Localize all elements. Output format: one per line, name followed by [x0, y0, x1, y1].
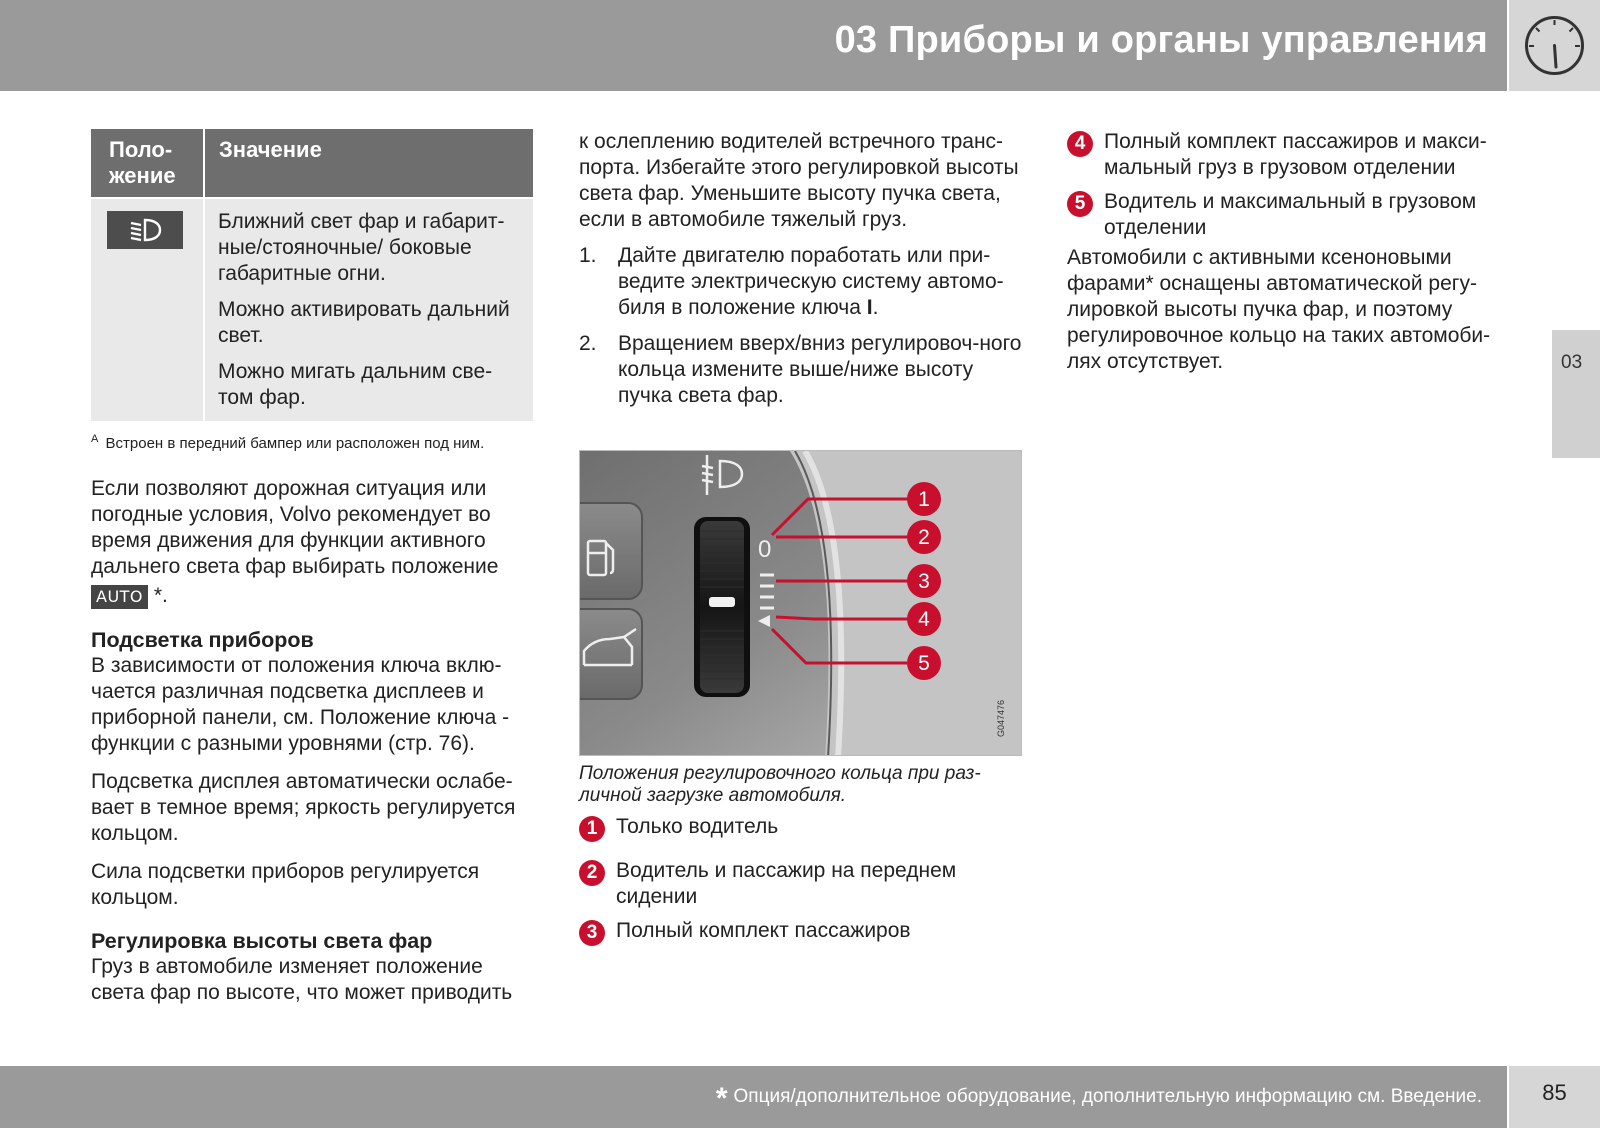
table-row [91, 198, 533, 421]
list-item: 2 Водитель и пассажир на переднем сидении [579, 858, 1024, 910]
column-1-text [91, 476, 536, 1006]
footnote-mark: A [91, 433, 99, 445]
list-item: 1. Дайте двигателю поработать или при-ведите электрическую систему автомо-биля в положение ключа I. [579, 244, 1004, 319]
paragraph: к ослеплению водителей встречного транс-порта. Избегайте этого регулировкой высоты света фар. Уменьшите высоту пучка света, если в автомобиле тяжелый груз. [579, 130, 1019, 231]
section-heading: Регулировка высоты света фар [91, 929, 433, 953]
number-badge: 3 [579, 920, 605, 946]
page-number-box [1509, 1066, 1600, 1128]
footer-star: * [715, 1082, 728, 1115]
load-level-list [579, 814, 1024, 944]
low-beam-headlight-icon [107, 211, 183, 249]
number-badge: 4 [1067, 131, 1093, 157]
number-badge: 5 [1067, 191, 1093, 217]
scale-zero: 0 [758, 536, 772, 563]
callout-label: 1 [918, 488, 930, 511]
paragraph: Автомобили с активными ксеноновыми фарами* оснащены автоматической регу-лировкой высоты пучка фар, и поэтому регулировочное кольцо на таких автомоби-лях отсутствует. [1067, 246, 1491, 373]
table-header-row [91, 129, 533, 198]
auto-badge: AUTO [91, 585, 148, 609]
paragraph: Сила подсветки приборов регулируется кольцом. [91, 860, 480, 909]
table-header-position: Поло- жение [91, 129, 204, 198]
list-item: 3 Полный комплект пассажиров [579, 918, 1024, 944]
list-item: 4 Полный комплект пассажиров и макси-мальный груз в грузовом отделении [1067, 129, 1513, 181]
table-line: Ближний свет фар и габарит-ные/стояночные/ боковые габаритные огни. [218, 210, 505, 285]
number-badge: 2 [579, 860, 605, 886]
position-table [91, 129, 533, 421]
page-title: 03 Приборы и органы управления [834, 19, 1488, 61]
callout-label: 3 [918, 570, 930, 593]
paragraph: Если позволяют дорожная ситуация или погодные условия, Volvo рекомендует во время движения для функции активного дальнего света фар выбирать положение AUTO *. [91, 477, 499, 607]
callout-label: 5 [918, 652, 930, 675]
levelling-ring-illustration [580, 451, 1022, 756]
footnote-text: Встроен в передний бампер или расположен под ним. [105, 435, 485, 452]
page-number: 85 [1542, 1080, 1567, 1105]
table-cell-position [91, 198, 204, 421]
chapter-tab-label: 03 [1561, 352, 1583, 373]
figure-code: G047476 [996, 699, 1006, 737]
table-header-meaning: Значение [204, 129, 533, 198]
figure-caption: Положения регулировочного кольца при раз-личной загрузке автомобиля. [579, 763, 981, 806]
paragraph: Груз в автомобиле изменяет положение света фар по высоте, что может приводить [91, 955, 513, 1004]
paragraph: В зависимости от положения ключа вклю-чается различная подсветка дисплеев и приборной панели, см. Положение ключа - функции с разными уровнями (стр. 76). [91, 654, 510, 755]
list-item: 1 Только водитель [579, 814, 1024, 840]
section-heading: Подсветка приборов [91, 628, 314, 652]
list-item: 2. Вращением вверх/вниз регулировоч-ного кольца измените выше/ниже высоту пучка света фар. [579, 332, 1022, 407]
callout-label: 2 [918, 526, 930, 549]
table-cell-meaning [204, 198, 533, 421]
list-item: 5 Водитель и максимальный в грузовом отделении [1067, 189, 1513, 241]
callout-label: 4 [918, 608, 930, 631]
chapter-icon-box [1509, 0, 1600, 91]
speedometer-gauge-icon [1509, 0, 1600, 91]
levelling-ring-figure [579, 450, 1022, 756]
paragraph: Подсветка дисплея автоматически ослабе-вает в темное время; яркость регулируется кольцом. [91, 770, 516, 845]
chapter-side-tab [1552, 330, 1600, 458]
table-line: Можно активировать дальний свет. [218, 298, 510, 347]
column-3-text [1067, 129, 1513, 375]
footer-note: * Опция/дополнительное оборудование, дополнительную информацию см. Введение. [715, 1082, 1482, 1115]
step-list [579, 243, 1024, 409]
column-2-text [579, 129, 1024, 409]
table-line: Можно мигать дальним све-том фар. [218, 360, 493, 409]
number-badge: 1 [579, 816, 605, 842]
table-footnote [91, 433, 484, 452]
